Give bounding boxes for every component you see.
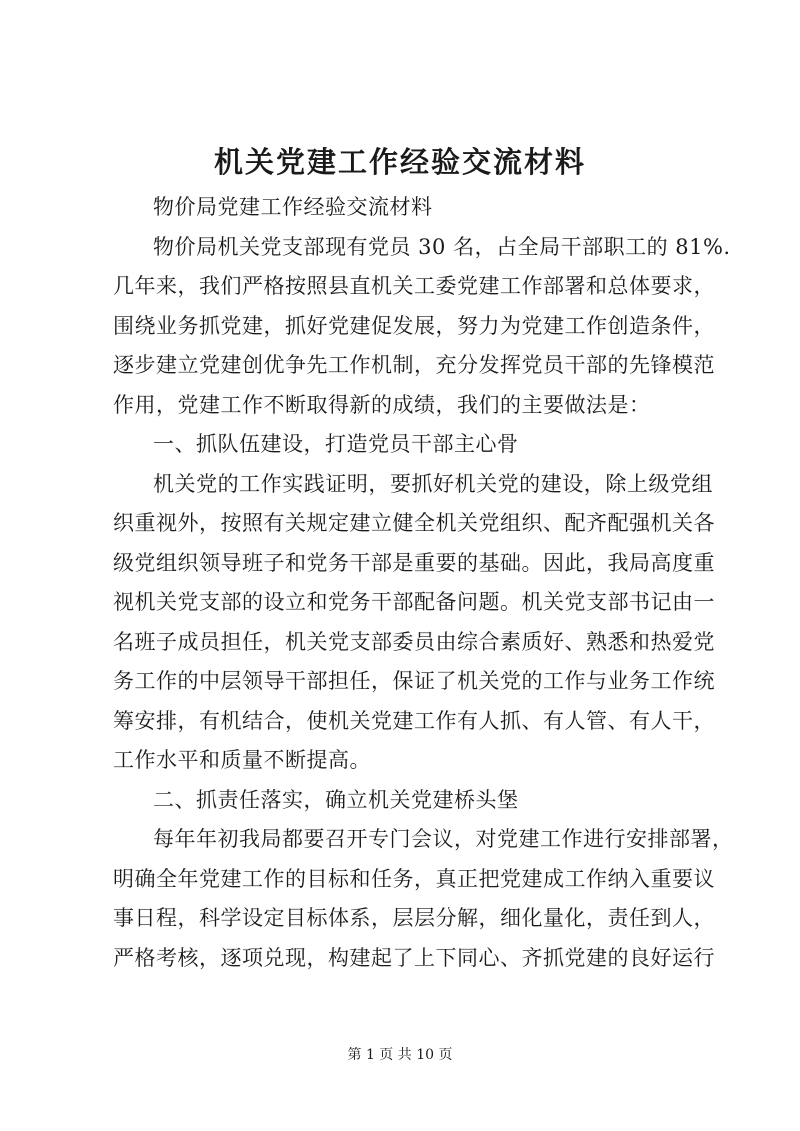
page-footer: 第 1 页 共 10 页 [347,1047,453,1063]
body-line: 每年年初我局都要召开专门会议，对党建工作进行安排部署， [153,827,734,851]
body-line: 事日程，科学设定目标体系，层层分解，细化量化，责任到人， [113,906,715,930]
body-line: 二、抓责任落实，确立机关党建桥头堡 [153,787,519,812]
body-line: 明确全年党建工作的目标和任务，真正把党建成工作纳入重要议 [113,866,715,891]
body-line: 一、抓队伍建设，打造党员干部主心骨 [153,432,519,456]
body-line: 级党组织领导班子和党务干部是重要的基础。因此，我局高度重 [113,550,715,575]
body-line: 物价局机关党支部现有党员 30 名，占全局干部职工的 81%. [153,234,731,259]
document-title: 机关党建工作经验交流材料 [213,145,586,179]
body-line: 务工作的中层领导干部担任，保证了机关党的工作与业务工作统 [113,669,715,693]
body-line: 机关党的工作实践证明，要抓好机关党的建设，除上级党组 [153,471,713,496]
body-line: 筹安排，有机结合，使机关党建工作有人抓、有人管、有人干， [113,708,715,733]
body-line: 视机关党支部的设立和党务干部配备问题。机关党支部书记由一 [113,590,715,614]
body-line: 工作水平和质量不断提高。 [113,748,371,772]
body-line: 作用，党建工作不断取得新的成绩，我们的主要做法是： [113,392,651,417]
body-line: 物价局党建工作经验交流材料 [153,195,433,219]
body-line: 逐步建立党建创优争先工作机制，充分发挥党员干部的先锋模范 [113,353,715,377]
body-line: 几年来，我们严格按照县直机关工委党建工作部署和总体要求， [113,274,715,298]
body-line: 织重视外，按照有关规定建立健全机关党组织、配齐配强机关各 [113,511,715,535]
body-line: 围绕业务抓党建，抓好党建促发展，努力为党建工作创造条件， [113,313,715,338]
body-line: 名班子成员担任，机关党支部委员由综合素质好、熟悉和热爱党 [113,629,715,654]
body-line: 严格考核，逐项兑现，构建起了上下同心、齐抓党建的良好运行 [113,945,715,970]
document-body [113,188,734,978]
